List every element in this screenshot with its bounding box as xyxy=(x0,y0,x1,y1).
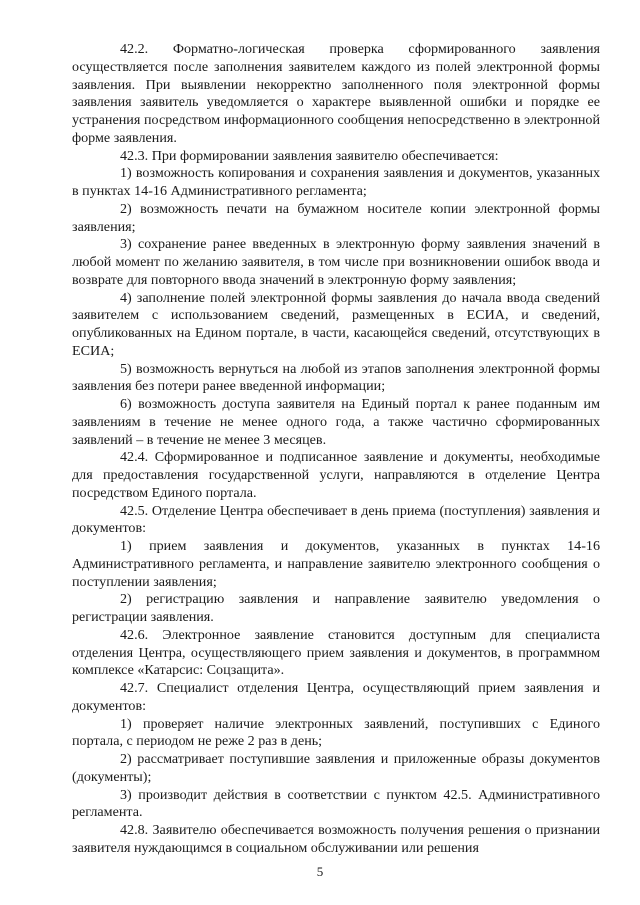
paragraph-42-5: 42.5. Отделение Центра обеспечивает в день приема (поступления) заявления и документов: xyxy=(72,502,600,537)
list-item-42-3-5: 5) возможность вернуться на любой из этапов заполнения электронной формы заявления без потери ранее введенной информации; xyxy=(72,360,600,395)
document-body xyxy=(72,41,600,858)
paragraph-42-4: 42.4. Сформированное и подписанное заявление и документы, необходимые для предоставления государственной услуги, направляются в отделение Центра посредством Единого портала. xyxy=(72,449,600,501)
list-item-42-3-3: 3) сохранение ранее введенных в электронную форму заявления значений в любой момент по желанию заявителя, в том числе при возникновении ошибок ввода и возврате для повторного ввода значений в электронную форму заявления; xyxy=(72,236,600,288)
list-item-42-7-2: 2) рассматривает поступившие заявления и приложенные образы документов (документы); xyxy=(72,751,600,785)
paragraph-42-6: 42.6. Электронное заявление становится доступным для специалиста отделения Центра, осуществляющего прием заявления и документов, в программном комплексе «Катарсис: Соцзащита». xyxy=(72,626,600,679)
list-item-42-5-2: 2) регистрацию заявления и направление заявителю уведомления о регистрации заявления. xyxy=(72,591,600,625)
list-item-42-5-1: 1) прием заявления и документов, указанных в пунктах 14-16 Административного регламента, и направление заявителю электронного сообщения о поступлении заявления; xyxy=(72,538,600,590)
list-item-42-3-2: 2) возможность печати на бумажном носителе копии электронной формы заявления; xyxy=(72,200,600,235)
list-item-42-3-6: 6) возможность доступа заявителя на Единый портал к ранее поданным им заявлениям в течение не менее одного года, а также частично сформированных заявлений – в течение не менее 3 месяцев. xyxy=(72,396,600,448)
paragraph-42-3: 42.3. При формировании заявления заявителю обеспечивается: xyxy=(120,147,499,164)
page-number: 5 xyxy=(316,864,324,879)
list-item-42-7-1: 1) проверяет наличие электронных заявлений, поступивших с Единого портала, с периодом не реже 2 раз в день; xyxy=(72,715,600,750)
list-item-42-7-3: 3) производит действия в соответствии с пунктом 42.5. Административного регламента. xyxy=(72,786,600,821)
list-item-42-3-4: 4) заполнение полей электронной формы заявления до начала ввода сведений заявителем с использованием сведений, размещенных в ЕСИА, и сведений, опубликованных на Едином портале, в части, касающейся сведений, отсутствующих в ЕСИА; xyxy=(72,289,600,359)
paragraph-42-2: 42.2. Форматно-логическая проверка сформированного заявления осуществляется после заполнения заявителем каждого из полей электронной формы заявления. При выявлении некорректно заполненного поля электронной формы заявления заявитель уведомляется о характере выявленной ошибки и порядке ее устранения посредством информационного сообщения непосредственно в электронной форме заявления. xyxy=(72,41,600,146)
paragraph-42-8: 42.8. Заявителю обеспечивается возможность получения решения о признании заявителя нуждающимся в социальном обслуживании или решения xyxy=(72,822,600,856)
paragraph-42-7: 42.7. Специалист отделения Центра, осуществляющий прием заявления и документов: xyxy=(72,680,600,714)
list-item-42-3-1: 1) возможность копирования и сохранения заявления и документов, указанных в пунктах 14-16 Административного регламента; xyxy=(72,165,600,199)
